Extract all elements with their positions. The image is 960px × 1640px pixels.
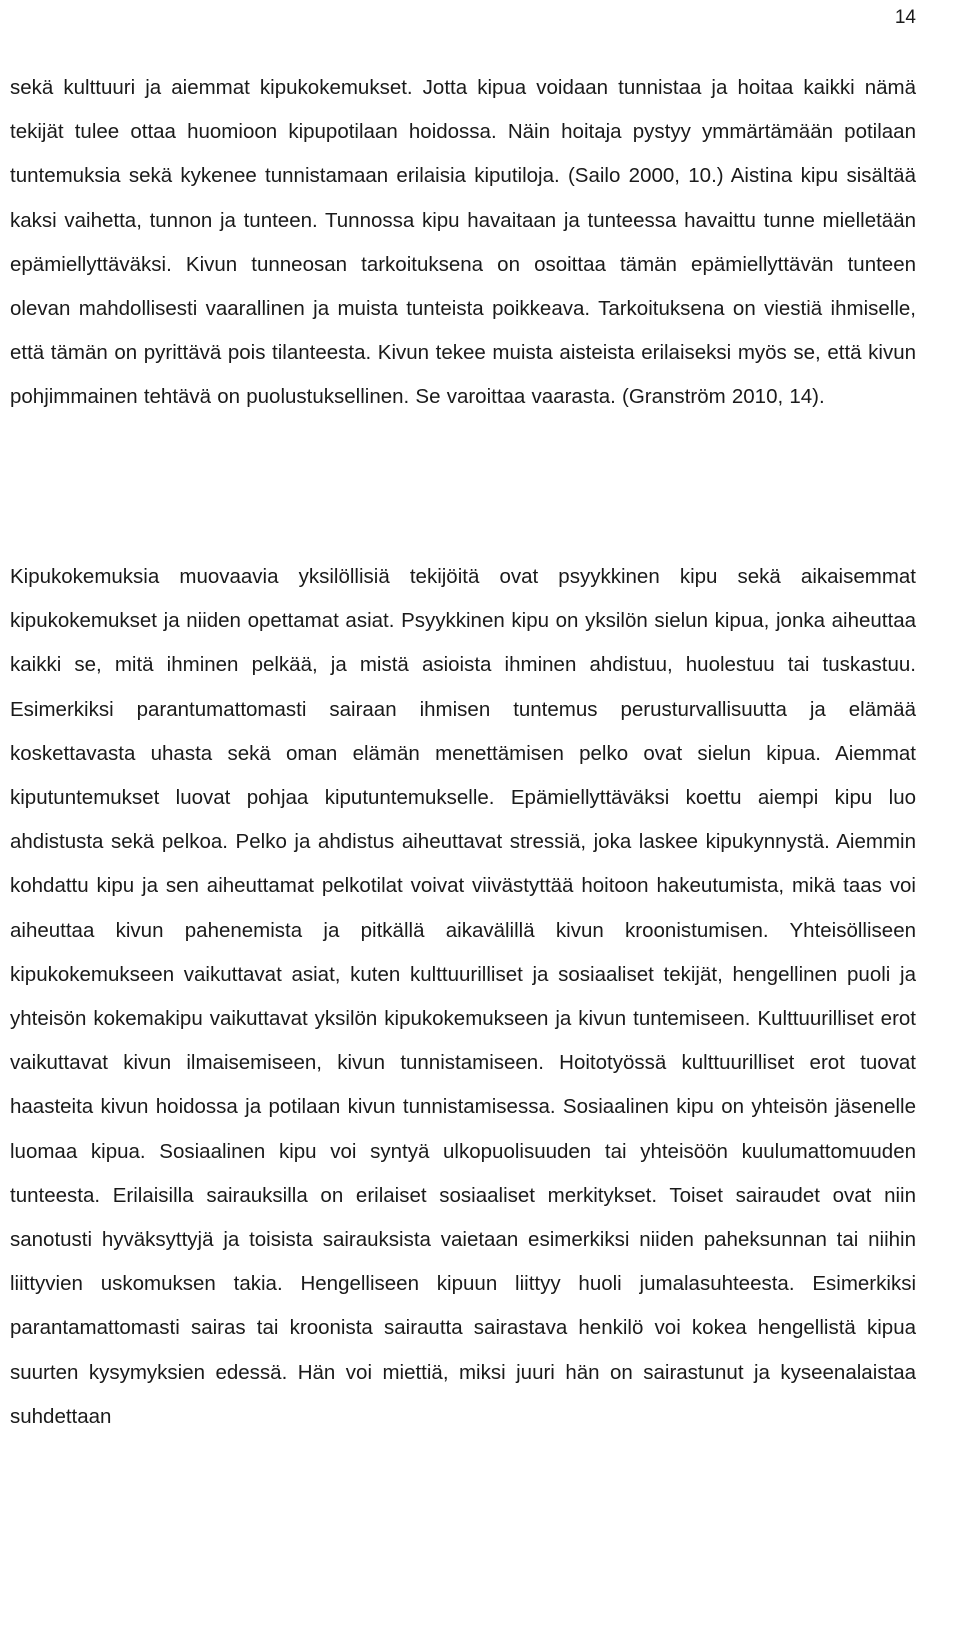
body-paragraph-2: Kipukokemuksia muovaavia yksilöllisiä tekijöitä ovat psyykkinen kipu sekä aikaisemmat kipukokemukset ja niiden opettamat asiat. Psyykkinen kipu on yksilön sielun kipua, jonka aiheuttaa kaikki se, mitä ihminen pelkää, ja mistä asioista ihminen ahdistuu, huolestuu tai tuskastuu. Esimerkiksi parantumattomasti sairaan ihmisen tuntemus perusturvallisuutta ja elämää koskettavasta uhasta sekä oman elämän menettämisen pelko ovat sielun kipua. Aiemmat kiputuntemukset luovat pohjaa kiputuntemukselle. Epämiellyttäväksi koettu aiempi kipu luo ahdistusta sekä pelkoa. Pelko ja ahdistus aiheuttavat stressiä, joka laskee kipukynnystä. Aiemmin kohdattu kipu ja sen aiheuttamat pelkotilat voivat viivästyttää hoitoon hakeutumista, mikä taas voi aiheuttaa kivun pahenemista ja pitkällä aikavälillä kivun kroonistumisen. Yhteisölliseen kipukokemukseen vaikuttavat asiat, kuten kulttuurilliset ja sosiaaliset tekijät, hengellinen puoli ja yhteisön kokemakipu vaikuttavat yksilön kipukokemukseen ja kivun tuntemiseen. Kulttuurilliset erot vaikuttavat kivun ilmaisemiseen, kivun tunnistamiseen. Hoitotyössä kulttuurilliset erot tuovat haasteita kivun hoidossa ja potilaan kivun tunnistamisessa. Sosiaalinen kipu on yhteisön jäsenelle luomaa kipua. Sosiaalinen kipu voi syntyä ulkopuolisuuden tai yhteisöön kuulumattomuuden tunteesta. Erilaisilla sairauksilla on erilaiset sosiaaliset merkitykset. Toiset sairaudet ovat niin sanotusti hyväksyttyjä ja toisista sairauksista vaietaan esimerkiksi niiden paheksunnan tai niihin liittyvien uskomuksen takia. Hengelliseen kipuun liittyy huoli jumalasuhteesta. Esimerkiksi parantamattomasti sairas tai kroonista sairautta sairastava henkilö voi kokea hengellistä kipua suurten kysymyksien edessä. Hän voi miettiä, miksi juuri hän on sairastunut ja kyseenalaistaa suhdettaan <box>10 565 916 1428</box>
page-number: 14 <box>894 7 916 28</box>
body-paragraph-1: sekä kulttuuri ja aiemmat kipukokemukset. Jotta kipua voidaan tunnistaa ja hoitaa kaikki nämä tekijät tulee ottaa huomioon kipupotilaan hoidossa. Näin hoitaja pystyy ymmärtämään potilaan tuntemuksia sekä kykenee tunnistamaan erilaisia kiputiloja. (Sailo 2000, 10.) Aistina kipu sisältää kaksi vaihetta, tunnon ja tunteen. Tunnossa kipu havaitaan ja tunteessa havaittu tunne mielletään epämiellyttäväksi. Kivun tunneosan tarkoituksena on osoittaa tämän epämiellyttävän tunteen olevan mahdollisesti vaarallinen ja muista tunteista poikkeava. Tarkoituksena on viestiä ihmiselle, että tämän on pyrittävä pois tilanteesta. Kivun tekee muista aisteista erilaiseksi myös se, että kivun pohjimmainen tehtävä on puolustuksellinen. Se varoittaa vaarasta. (Granström 2010, 14). <box>10 76 916 409</box>
